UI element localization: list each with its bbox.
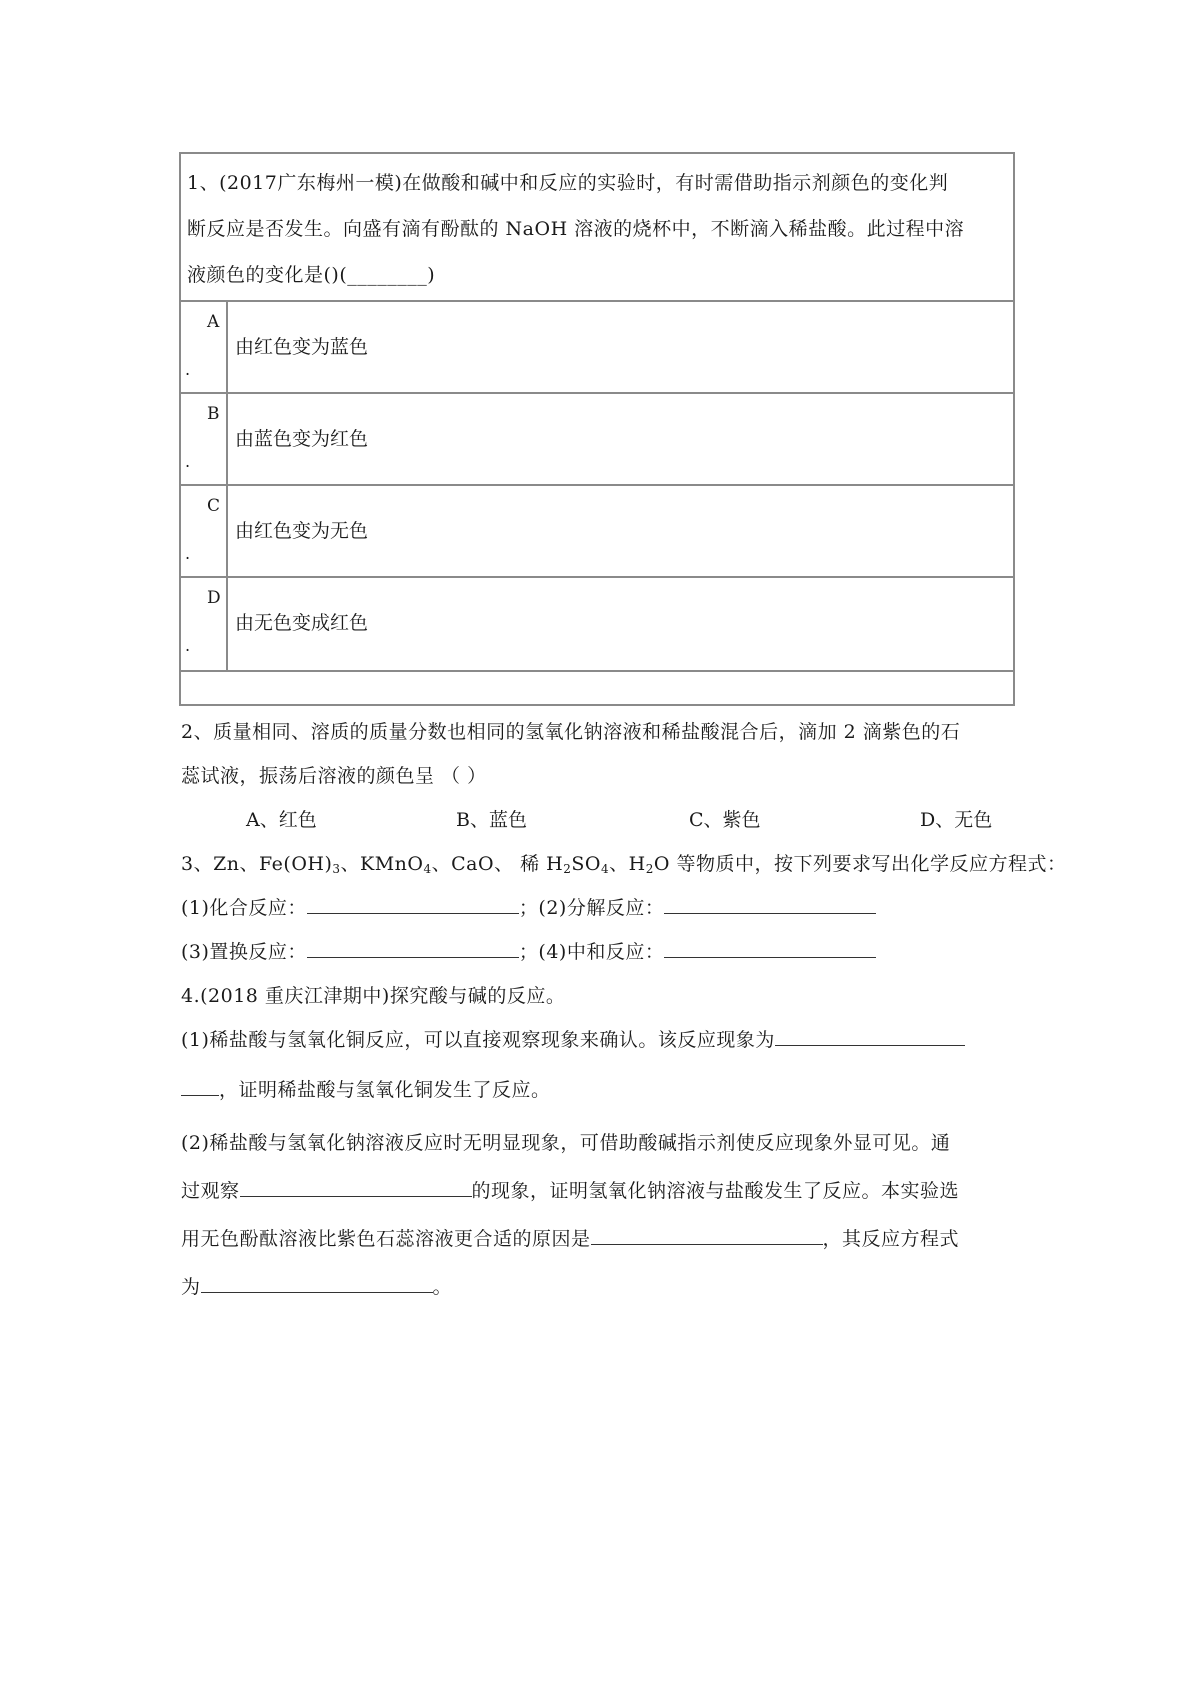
option-letter: C [207,496,221,516]
question-4-part-2-text: 的现象，证明氢氧化钠溶液与盐酸发生了反应。本实验选 [471,1180,960,1202]
option-row-b[interactable] [181,394,1015,486]
option-text: 由蓝色变为红色 [235,428,369,450]
question-4-part-2-text: ，其反应方程式 [822,1228,960,1250]
question-1-stem-line: 液颜色的变化是()(________) [187,264,436,286]
subscript: 4 [600,862,610,876]
answer-blank[interactable] [664,895,876,914]
subscript: 2 [563,862,572,876]
question-3-item-2: ；(2)分解反应： [518,897,665,919]
question-2-line: 蕊试液，振荡后溶液的颜色呈 （ ） [181,765,487,787]
question-3-row-1 [181,893,876,920]
question-4-part-2-line [181,1272,452,1299]
question-4-part-2-text: 为 [181,1276,201,1298]
option-text: 由红色变为蓝色 [235,336,369,358]
question-1-options-table [181,300,1015,672]
question-2-choice-d[interactable]: D、无色 [920,809,993,831]
question-3-item-4: ；(4)中和反应： [518,941,665,963]
option-text: 由无色变成红色 [235,612,369,634]
question-3-intro-text: 、KMnO [340,853,424,875]
question-3-intro-text: 3、Zn、Fe(OH) [181,853,333,875]
question-4-part-2-text: 。 [432,1276,453,1298]
answer-blank[interactable] [181,1077,219,1096]
question-4-part-2-text: 过观察 [181,1180,240,1202]
question-4-part-2-text: 用无色酚酞溶液比紫色石蕊溶液更合适的原因是 [181,1228,591,1250]
option-dot: . [185,452,191,471]
answer-blank[interactable] [201,1274,433,1293]
answer-blank[interactable] [591,1226,823,1245]
answer-blank[interactable] [307,939,519,958]
question-3-item-3: (3)置换反应： [181,941,307,963]
question-1-stem [187,160,1007,298]
answer-blank[interactable] [775,1027,965,1046]
question-1-bottom-strip [181,674,1015,704]
answer-blank[interactable] [307,895,519,914]
question-2-line: 2、质量相同、溶质的质量分数也相同的氢氧化钠溶液和稀盐酸混合后，滴加 2 滴紫色的石 [181,721,961,743]
question-2-choice-b[interactable]: B、蓝色 [456,809,527,831]
question-4-part-2-line [181,1176,959,1203]
option-letter: D [207,588,221,608]
option-letter-cell [181,302,228,392]
question-3-intro-text: 、CaO、 稀 H [431,853,564,875]
option-letter-cell [181,578,228,670]
option-letter: A [207,312,220,332]
option-row-a[interactable] [181,302,1015,394]
question-4-part-2-line: (2)稀盐酸与氢氧化钠溶液反应时无明显现象，可借助酸碱指示剂使反应现象外显可见。通 [181,1132,951,1154]
option-letter-cell [181,486,228,576]
question-4-part-2-line [181,1224,959,1251]
option-dot: . [185,544,191,563]
option-letter: B [207,404,220,424]
question-3-intro-text: 、H [609,853,646,875]
question-1-stem-line: 1、(2017广东梅州一模)在做酸和碱中和反应的实验时，有时需借助指示剂颜色的变化判 [187,172,949,194]
question-4-part-1-text: (1)稀盐酸与氢氧化铜反应，可以直接观察现象来确认。该反应现象为 [181,1029,775,1051]
question-4-title: 4.(2018 重庆江津期中)探究酸与碱的反应。 [181,985,566,1007]
question-2-choice-c[interactable]: C、紫色 [689,809,761,831]
question-1-stem-line: 断反应是否发生。向盛有滴有酚酞的 NaOH 溶液的烧杯中，不断滴入稀盐酸。此过程中溶 [187,218,965,240]
question-4-part-1-line [181,1075,551,1102]
option-letter-cell [181,394,228,484]
question-3-intro-text: SO [571,853,601,875]
question-4-part-1-text: ，证明稀盐酸与氢氧化铜发生了反应。 [219,1079,551,1101]
option-row-c[interactable] [181,486,1015,578]
subscript: 4 [423,862,432,876]
option-row-d[interactable] [181,578,1015,672]
question-3-intro [181,849,1066,876]
subscript: 3 [332,862,341,876]
option-dot: . [185,636,191,655]
option-dot: . [185,360,191,379]
option-text: 由红色变为无色 [235,520,369,542]
question-2-choice-a[interactable]: A、红色 [246,809,317,831]
question-1-box [179,152,1015,706]
answer-blank[interactable] [664,939,876,958]
subscript: 2 [645,862,654,876]
answer-blank[interactable] [240,1178,472,1197]
question-4-part-1-line [181,1025,965,1052]
question-3-row-2 [181,937,876,964]
question-3-intro-text: O 等物质中，按下列要求写出化学反应方程式： [653,853,1067,875]
question-3-item-1: (1)化合反应： [181,897,307,919]
